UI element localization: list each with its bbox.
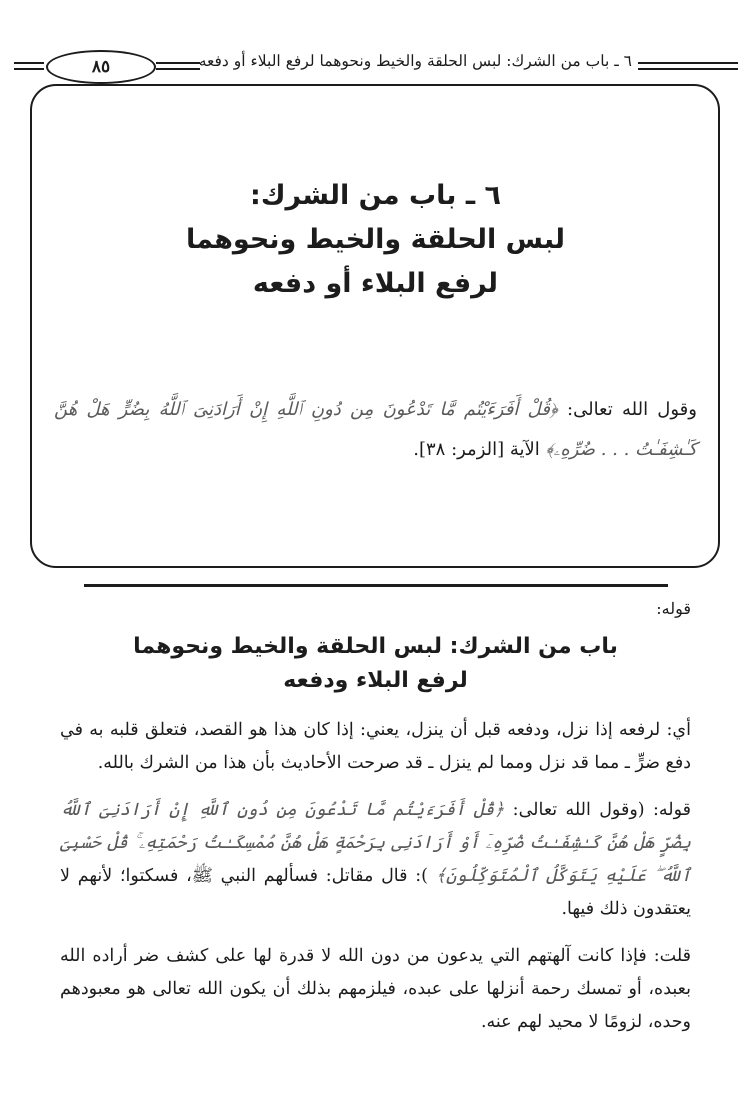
para2-quran-verse: ﴿قُلْ أَفَرَءَيْتُم مَّا تَدْعُونَ مِن دُونِ ٱللَّهِ إِنْ أَرَادَنِىَ ٱللَّهُ بِضُرٍّ هَلْ هُنَّ كَـٰشِفَـٰتُ ضُرِّهِۦٓ أَوْ أَرَادَنِى بِرَحْمَةٍ هَلْ هُنَّ مُمْسِكَـٰتُ رَحْمَتِهِۦ ۚ قُلْ حَسْبِىَ ٱللَّهُ ۖ عَلَيْهِ يَتَوَكَّلُ ٱلْمُتَوَكِّلُونَ﴾ (60, 800, 691, 886)
chapter-title (0, 174, 751, 306)
commentary-paragraph-1: أي: لرفعه إذا نزل، ودفعه قبل أن ينزل، يعني: إذا كان هذا هو القصد، فتعلق قلبه به في دفع ضرٍّ ـ مما قد نزل ومما لم ينزل ـ قد صرحت الأحاديث بأن هذا من الشرك بالله. (60, 720, 691, 773)
commentary (60, 596, 691, 1039)
chapter-title-line-3: لرفع البلاء أو دفعه (252, 268, 499, 299)
running-title: ٦ ـ باب من الشرك: لبس الحلقة والخيط ونحوهما لرفع البلاء أو دفعه (198, 52, 632, 70)
header-rule-left (14, 62, 44, 70)
chapter-intro-verse (54, 390, 697, 470)
header-rule-right (638, 62, 738, 70)
intro-prefix: وقول الله تعالى: (567, 399, 697, 420)
intro-suffix: الآية [الزمر: ٣٨]. (413, 439, 540, 460)
intro-quran-verse: ﴿قُلْ أَفَرَءَيْتُم مَّا تَدْعُونَ مِن دُونِ ٱللَّهِ إِنْ أَرَادَنِىَ ٱللَّهُ بِضُرٍّ هَلْ هُنَّ كَـٰشِفَـٰتُ . . . ضُرِّهِۦ﴾ (54, 399, 697, 460)
commentary-label: قوله: (656, 599, 691, 618)
commentary-title-line-1: باب من الشرك: لبس الحلقة والخيط ونحوهما (133, 634, 618, 659)
commentary-title (60, 630, 691, 698)
para2-prefix: قوله: (وقول الله تعالى: (512, 800, 691, 820)
commentary-paragraph-3: قلت: فإذا كانت آلهتهم التي يدعون من دون الله لا قدرة لها على كشف ضر أراده الله بعبده، أو تمسك رحمة أنزلها على عبده، فيلزمهم بذلك أن يكون الله تعالى هو معبودهم وحده، لزومًا لا محيد لهم عنه. (60, 946, 691, 1032)
commentary-title-line-2: لرفع البلاء ودفعه (283, 668, 468, 693)
chapter-title-line-1: ٦ ـ باب من الشرك: (250, 180, 501, 211)
para2-suffix: ): قال مقاتل: فسألهم النبي ﷺ، فسكتوا؛ لأنهم لا يعتقدون ذلك فيها. (60, 866, 691, 919)
chapter-title-line-2: لبس الحلقة والخيط ونحوهما (185, 224, 566, 255)
page-header (14, 50, 738, 86)
commentary-paragraph-2 (60, 794, 691, 926)
section-divider (84, 584, 668, 587)
chapter-frame (30, 84, 720, 568)
header-rule-middle (156, 62, 200, 70)
page-number: ٨٥ (46, 50, 156, 84)
